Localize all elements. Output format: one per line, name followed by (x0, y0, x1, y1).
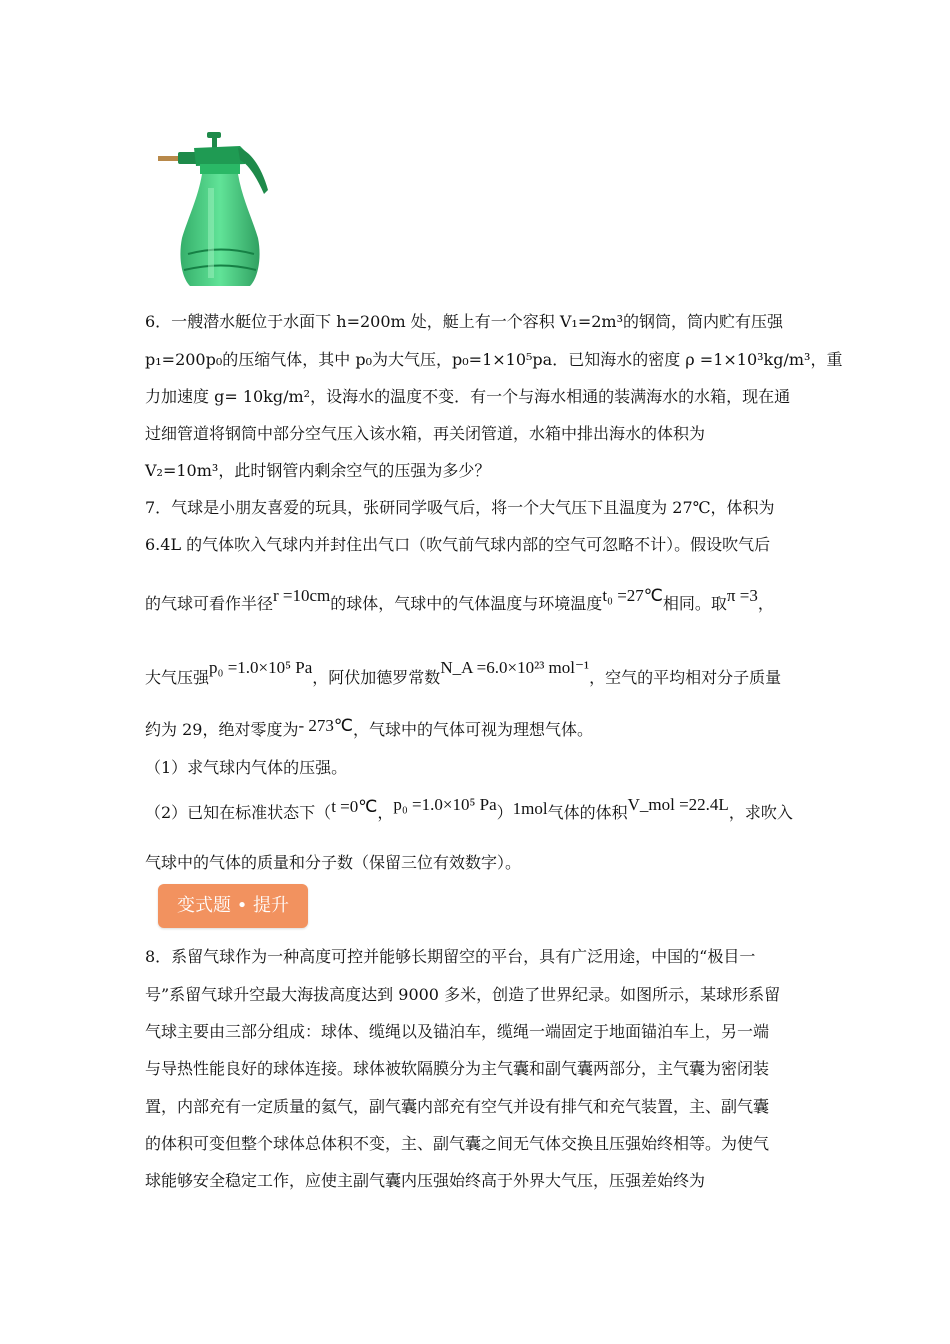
q7-line-3 (145, 586, 774, 614)
q7-line-1: 7．气球是小朋友喜爱的玩具，张研同学吸气后，将一个大气压下且温度为 27℃，体积为 (145, 498, 775, 517)
q7-text: ） (496, 803, 513, 822)
q8-line-2: 号”系留气球升空最大海拔高度达到 9000 多米，创造了世界纪录。如图所示，某球形系留 (145, 985, 781, 1004)
q7-text: 气体的体积 (547, 803, 628, 822)
q8-line-1: 8．系留气球作为一种高度可控并能够长期留空的平台，具有广泛用途，中国的“极目一 (145, 947, 756, 966)
q8-line-3: 气球主要由三部分组成：球体、缆绳以及锚泊车，缆绳一端固定于地面锚泊车上，另一端 (145, 1022, 770, 1041)
q7-formula-absolute-zero: - 273℃ (298, 716, 353, 735)
q7-subquestion-2 (145, 795, 793, 823)
q6-line-1: 6．一艘潜水艇位于水面下 h=200m 处，艇上有一个容积 V₁=2m³的钢筒，筒内贮有压强 (145, 312, 784, 331)
q7-text: （2）已知在标准状态下（ (145, 803, 332, 822)
q7-line-4 (145, 658, 782, 688)
q7-subquestion-2-cont: 气球中的气体的质量和分子数（保留三位有效数字）。 (145, 853, 522, 872)
q8-line-5: 置，内部充有一定质量的氦气，副气囊内部充有空气并设有排气和充气装置，主、副气囊 (145, 1097, 770, 1116)
q7-formula-molar-volume: V_mol =22.4L (627, 795, 729, 814)
q6-line-2: p₁=200p₀的压缩气体，其中 p₀为大气压，p₀=1×10⁵pa．已知海水的密度 ρ =1×10³kg/m³，重 (145, 350, 843, 369)
q7-formula-std-pressure: p₀ =1.0×10⁵ Pa (393, 795, 497, 814)
q7-text: ，空气的平均相对分子质量 (589, 668, 782, 687)
q6-line-3: 力加速度 g= 10kg/m²，设海水的温度不变．有一个与海水相通的装满海水的水箱，现在通 (145, 387, 791, 406)
q7-formula-mol: 1mol (512, 799, 548, 818)
q7-formula-temp: t₀ =27℃ (602, 586, 663, 605)
q8-line-4: 与导热性能良好的球体连接。球体被软隔膜分为主气囊和副气囊两部分，主气囊为密闭装 (145, 1059, 770, 1078)
q7-formula-radius: r =10cm (273, 586, 331, 605)
q7-text: 约为 29，绝对零度为 (145, 720, 299, 739)
q7-formula-avogadro: N_A =6.0×10²³ mol⁻¹ (440, 658, 590, 677)
q8-line-6: 的体积可变但整个球体总体积不变，主、副气囊之间无气体交换且压强始终相等。为使气 (145, 1134, 770, 1153)
q7-text: 相同。取 (662, 594, 727, 613)
q7-text: 的球体，气球中的气体温度与环境温度 (330, 594, 603, 613)
q7-text: ，阿伏加德罗常数 (312, 668, 441, 687)
q7-line-2: 6.4L 的气体吹入气球内并封住出气口（吹气前气球内部的空气可忽略不计）。假设吹气后 (145, 535, 771, 554)
q7-subquestion-1: （1）求气球内气体的压强。 (145, 758, 348, 777)
q7-line-5 (145, 716, 593, 740)
q7-text: ，求吹入 (728, 803, 793, 822)
q8-line-7: 球能够安全稳定工作，应使主副气囊内压强始终高于外界大气压，压强差始终为 (145, 1171, 706, 1190)
q7-text: 的气球可看作半径 (145, 594, 274, 613)
q7-text: 大气压强 (145, 668, 210, 687)
q6-line-4: 过细管道将钢筒中部分空气压入该水箱，再关闭管道，水箱中排出海水的体积为 (145, 424, 706, 443)
spray-bottle-image (150, 128, 275, 293)
q7-text: ， (377, 803, 394, 822)
q7-formula-pressure: p₀ =1.0×10⁵ Pa (209, 658, 313, 677)
q7-text: ，气球中的气体可视为理想气体。 (352, 720, 593, 739)
q6-line-5: V₂=10m³，此时钢管内剩余空气的压强为多少？ (145, 461, 491, 480)
q7-formula-std-temp: t =0℃ (331, 797, 378, 816)
q7-formula-pi: π =3 (726, 586, 758, 605)
q7-text: ， (757, 594, 774, 613)
variant-question-badge: 变式题 • 提升 (158, 884, 308, 928)
